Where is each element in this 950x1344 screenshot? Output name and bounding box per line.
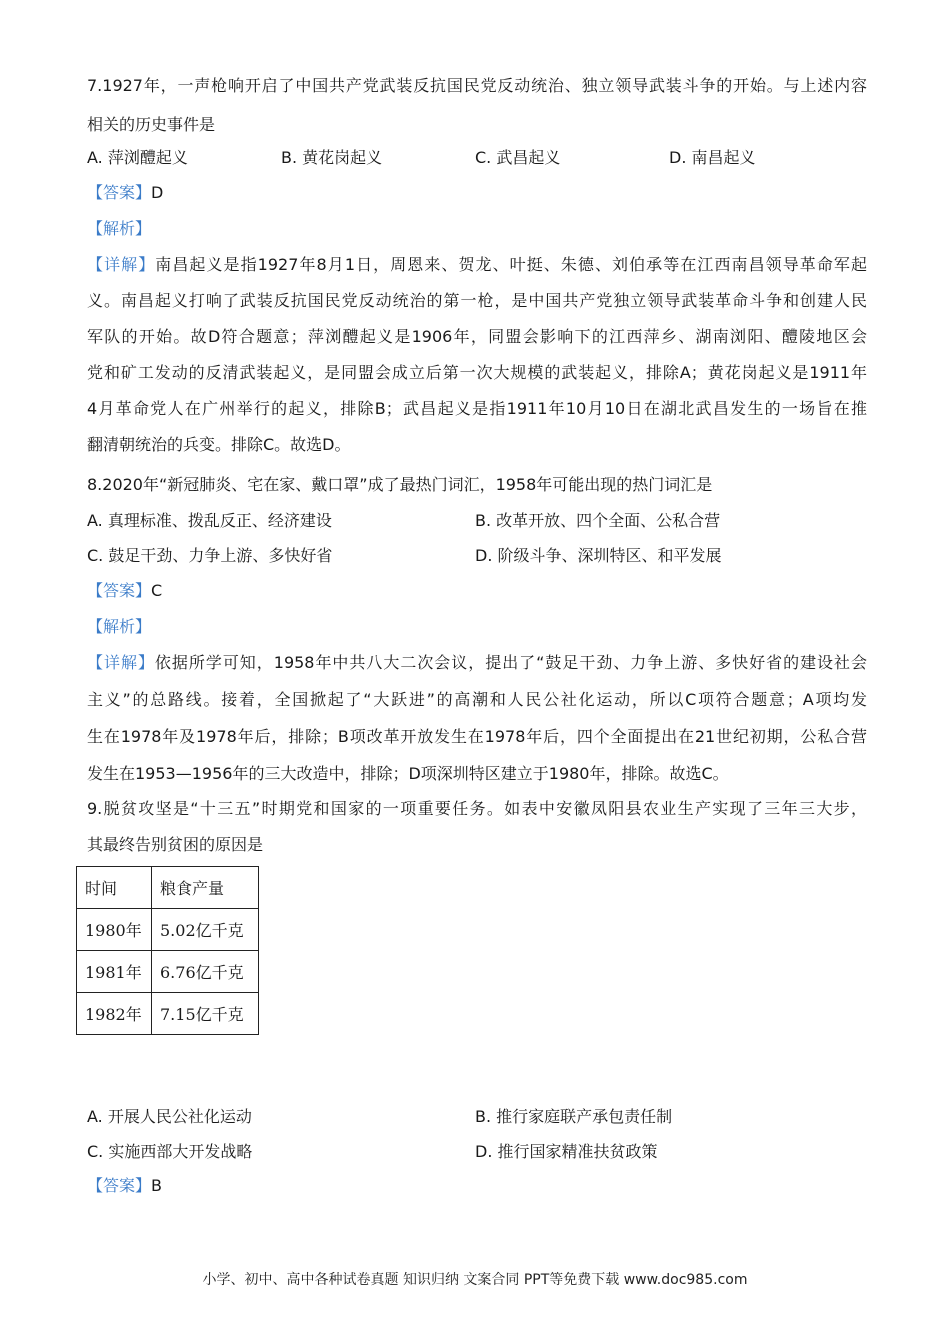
q9-option-b: B. 推行家庭联产承包责任制 [475, 1107, 673, 1126]
answer-tag: 【答案】 [87, 183, 152, 202]
q7-detail-line-3: 军队的开始。故D符合题意；萍浏醴起义是1906年，同盟会影响下的江西萍乡、湖南浏阳、醴陵地区会 [87, 327, 867, 346]
table-cell: 1981年 [77, 951, 152, 993]
detail-text: 南昌起义是指1927年8月1日，周恩来、贺龙、叶挺、朱德、刘伯承等在江西南昌领导革命军起 [155, 255, 867, 274]
detail-tag: 【详解】 [87, 255, 156, 274]
q7-analysis-tag [87, 218, 867, 240]
q8-analysis-tag [87, 616, 867, 638]
q8-option-d: D. 阶级斗争、深圳特区、和平发展 [475, 546, 722, 565]
answer-tag: 【答案】 [87, 1176, 152, 1195]
q7-detail-line-6: 翻清朝统治的兵变。排除C。故选D。 [87, 435, 351, 454]
q7-detail-line-2: 义。南昌起义打响了武装反抗国民党反动统治的第一枪，是中国共产党独立领导武装革命斗争和创建人民 [87, 291, 867, 310]
table-cell: 1980年 [77, 909, 152, 951]
q7-detail-line-1 [87, 254, 867, 276]
q7-answer [87, 182, 867, 204]
detail-tag: 【详解】 [87, 653, 155, 672]
q7-option-a: A. 萍浏醴起义 [87, 148, 188, 167]
q7-option-b: B. 黄花岗起义 [281, 148, 383, 167]
table-header-cell: 粮食产量 [152, 867, 259, 909]
q9-stem-line-1: 9.脱贫攻坚是“十三五”时期党和国家的一项重要任务。如表中安徽凤阳县农业生产实现了三年三大步， [87, 799, 867, 818]
table-cell: 1982年 [77, 993, 152, 1035]
q7-stem-line-1: 7.1927年，一声枪响开启了中国共产党武装反抗国民党反动统治、独立领导武装斗争的开始。与上述内容 [87, 76, 867, 95]
answer-tag: 【答案】 [87, 581, 152, 600]
q7-detail-line-4: 党和矿工发动的反清武装起义，是同盟会成立后第一次大规模的武装起义，排除A；黄花岗起义是1911年 [87, 363, 867, 382]
q8-detail-line-4: 发生在1953—1956年的三大改造中，排除；D项深圳特区建立于1980年，排除。故选C。 [87, 764, 729, 783]
q7-detail-line-5: 4月革命党人在广州举行的起义，排除B；武昌起义是指1911年10月10日在湖北武昌发生的一场旨在推 [87, 399, 867, 418]
q8-option-b: B. 改革开放、四个全面、公私合营 [475, 511, 721, 530]
q7-option-d: D. 南昌起义 [669, 148, 756, 167]
table-cell: 7.15亿千克 [152, 993, 259, 1035]
table-row [77, 993, 259, 1035]
table-row [77, 909, 259, 951]
analysis-tag: 【解析】 [87, 219, 152, 238]
answer-value: B [151, 1176, 162, 1195]
table-cell: 6.76亿千克 [152, 951, 259, 993]
q8-detail-line-3: 生在1978年及1978年后，排除；B项改革开放发生在1978年后，四个全面提出在21世纪初期，公私合营 [87, 727, 867, 746]
q8-option-a: A. 真理标准、拨乱反正、经济建设 [87, 511, 332, 530]
table-header-cell: 时间 [77, 867, 152, 909]
table-cell: 5.02亿千克 [152, 909, 259, 951]
answer-value: D [151, 183, 164, 202]
q9-stem-line-2: 其最终告别贫困的原因是 [87, 835, 264, 854]
q7-stem-line-2: 相关的历史事件是 [87, 115, 216, 134]
q9-option-c: C. 实施西部大开发战略 [87, 1142, 253, 1161]
q9-answer [87, 1175, 867, 1197]
table-header-row [77, 867, 259, 909]
q8-answer [87, 580, 867, 602]
q7-option-c: C. 武昌起义 [475, 148, 561, 167]
answer-value: C [151, 581, 163, 600]
table-row [77, 951, 259, 993]
page-footer: 小学、初中、高中各种试卷真题 知识归纳 文案合同 PPT等免费下载 www.doc985.com [202, 1272, 748, 1288]
q8-detail-line-1 [87, 652, 867, 674]
analysis-tag: 【解析】 [87, 617, 152, 636]
grain-yield-table [76, 866, 259, 1035]
q8-option-c: C. 鼓足干劲、力争上游、多快好省 [87, 546, 333, 565]
q9-option-d: D. 推行国家精准扶贫政策 [475, 1142, 658, 1161]
detail-text: 依据所学可知，1958年中共八大二次会议，提出了“鼓足干劲、力争上游、多快好省的建设社会 [154, 653, 867, 672]
q8-detail-line-2: 主义”的总路线。接着，全国掀起了“大跃进”的高潮和人民公社化运动，所以C项符合题意；A项均发 [87, 690, 867, 709]
q9-option-a: A. 开展人民公社化运动 [87, 1107, 252, 1126]
q8-stem: 8.2020年“新冠肺炎、宅在家、戴口罩”成了最热门词汇，1958年可能出现的热门词汇是 [87, 475, 713, 494]
